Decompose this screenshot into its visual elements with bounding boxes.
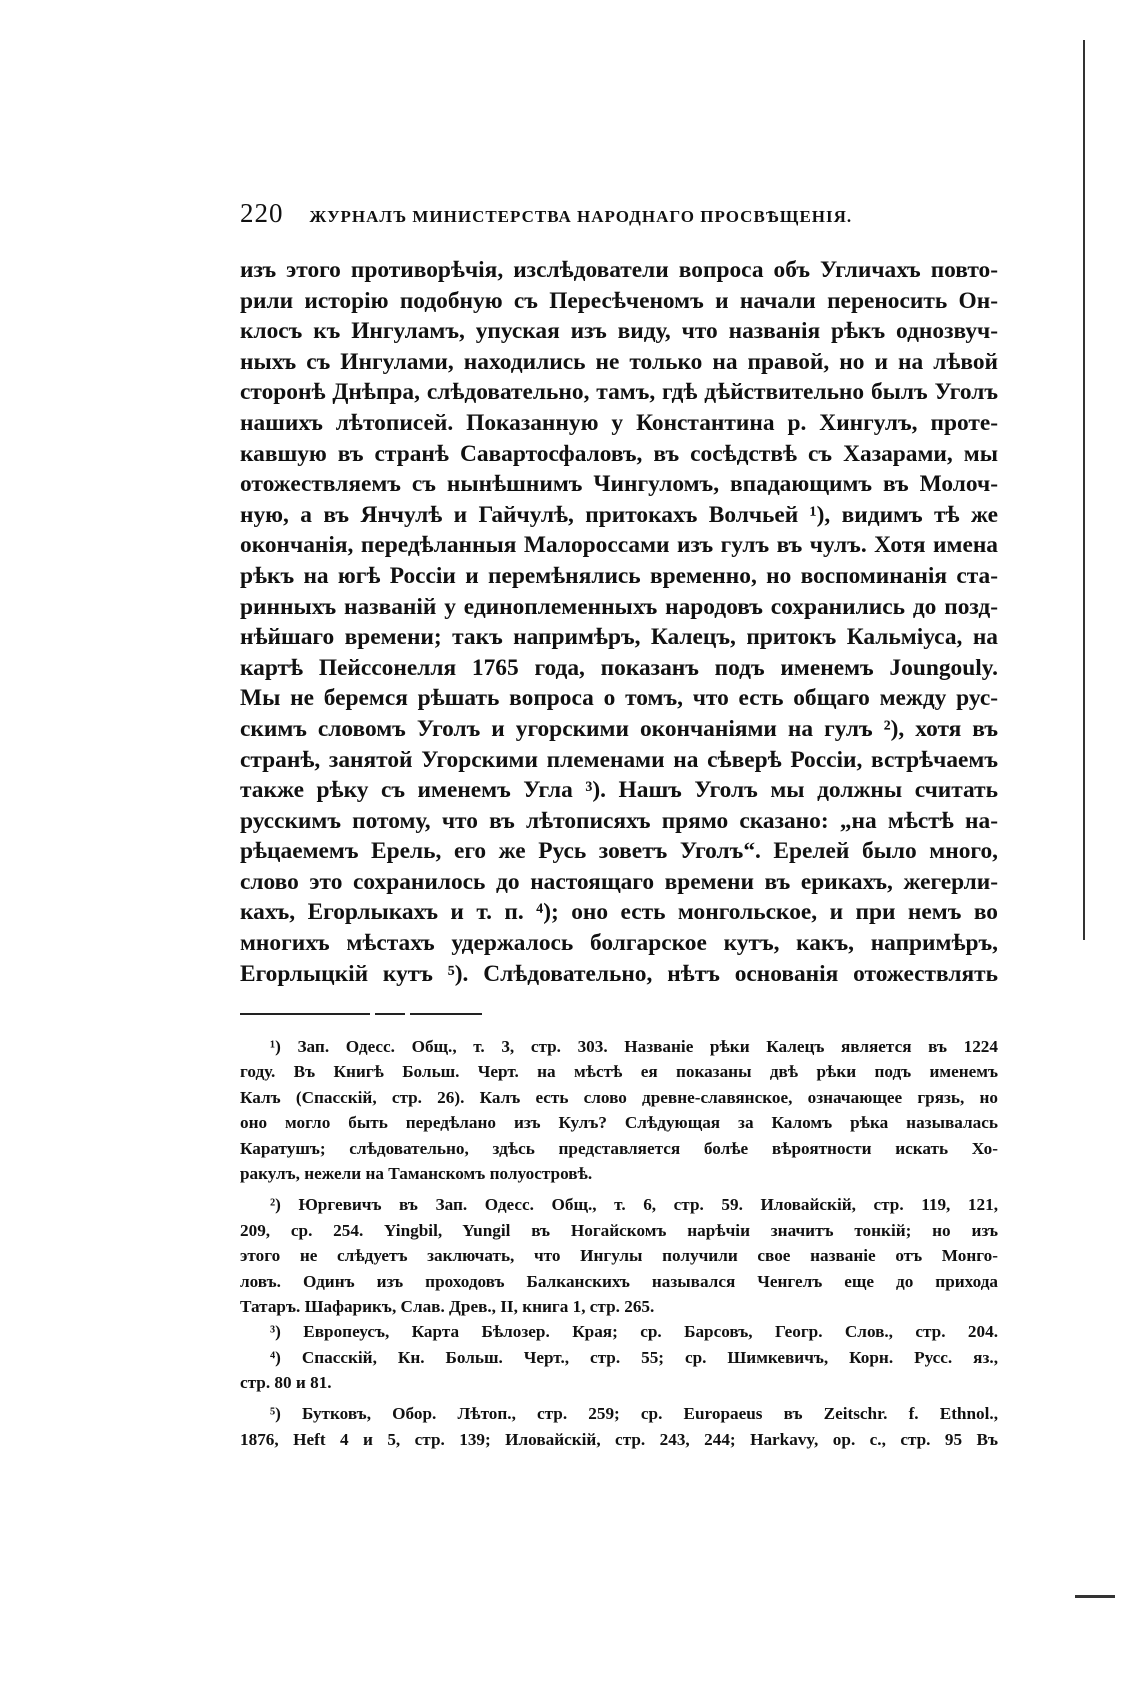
text-line: рили исторію подобную съ Пересѣченомъ и начали переносить Он- (240, 287, 998, 314)
footnote-line: ¹) Зап. Одесс. Общ., т. 3, стр. 303. Названіе рѣки Калецъ является въ 1224 (270, 1037, 998, 1056)
running-title: ЖУРНАЛЪ МИНИСТЕРСТВА НАРОДНАГО ПРОСВѢЩЕНІЯ. (309, 207, 853, 226)
text-line: ную, а въ Янчулѣ и Гайчулѣ, притокахъ Волчьей ¹), видимъ тѣ же (240, 501, 998, 528)
text-line: отожествляемъ съ нынѣшнимъ Чингуломъ, впадающимъ въ Молоч- (240, 471, 998, 498)
text-line: русскимъ потому, что въ лѣтописяхъ прямо сказано: „на мѣстѣ на- (240, 807, 998, 834)
text-line: сторонѣ Днѣпра, слѣдовательно, тамъ, гдѣ дѣйствительно былъ Уголъ (240, 379, 998, 406)
footnote-line: Татаръ. Шафарикъ, Слав. Древ., II, книга 1, стр. 265. (240, 1296, 655, 1316)
footnote-3 (240, 1319, 998, 1344)
text-line: многихъ мѣстахъ удержалось болгарское кутъ, какъ, напримѣръ, (240, 930, 998, 957)
footnote-line: ⁴) Спасскій, Кн. Больш. Черт., стр. 55; ср. Шимкевичъ, Корн. Русс. яз., (270, 1347, 998, 1367)
text-line: кавшую въ странѣ Савартосфаловъ, въ сосѣдствѣ съ Хазарами, мы (240, 440, 998, 467)
text-line: слово это сохранилось до настоящаго времени въ ерикахъ, жегерли- (240, 868, 998, 895)
text-line: клосъ къ Ингуламъ, упуская изъ виду, что названія рѣкъ однозвуч- (240, 318, 998, 345)
page-header (240, 198, 1000, 229)
text-line: картѣ Пейссонелля 1765 года, показанъ подъ именемъ Joungouly. (240, 654, 998, 681)
text-line: изъ этого противорѣчія, изслѣдователи вопроса объ Угличахъ повто- (240, 257, 998, 283)
footnote-line: Каратушъ; слѣдовательно, здѣсь представляется болѣе вѣроятности искать Хо- (240, 1138, 998, 1158)
footnotes (240, 1034, 998, 1452)
footnote-line: 1876, Heft 4 и 5, стр. 139; Иловайскій, стр. 243, 244; Harkavy, op. c., стр. 95 Въ (240, 1429, 998, 1449)
footnote-5 (240, 1401, 998, 1452)
text-line: рѣцаемемъ Ерель, его же Русь зоветъ Уголъ“. Ерелей было много, (240, 838, 998, 865)
text-line: рѣкъ на югѣ Россіи и перемѣнялись временно, но воспоминанія ста- (240, 562, 998, 589)
text-line: кахъ, Егорлыкахъ и т. п. ⁴); оно есть монгольское, и при немъ во (240, 899, 998, 926)
footnote-line: ловъ. Одинъ изъ проходовъ Балканскихъ назывался Ченгелъ еще до прихода (240, 1271, 998, 1291)
footnote-line: оно могло быть передѣлано изъ Кулъ? Слѣдующая за Каломъ рѣка называлась (240, 1113, 998, 1133)
footnote-2 (240, 1192, 998, 1319)
scan-corner-mark (1075, 1595, 1115, 1598)
footnote-4 (240, 1345, 998, 1396)
text-line: Мы не беремся рѣшать вопроса о томъ, что есть общаго между рус- (240, 685, 998, 712)
text-line: ныхъ съ Ингулами, находились не только на правой, но и на лѣвой (240, 348, 998, 375)
footnote-line: 209, ср. 254. Yingbil, Yungil въ Ногайскомъ нарѣчіи значитъ тонкій; но изъ (240, 1220, 998, 1240)
footnote-separator (410, 1013, 482, 1015)
text-line: нѣйшаго времени; такъ напримѣръ, Калецъ, притокъ Кальміуса, на (240, 624, 998, 651)
text-line: скимъ словомъ Уголъ и угорскими окончаніями на гулъ ²), хотя въ (240, 715, 998, 742)
text-line: Егорлыцкій кутъ ⁵). Слѣдовательно, нѣтъ основанія отожествлять (240, 960, 998, 987)
footnote-line: ³) Европеусъ, Карта Бѣлозер. Края; ср. Барсовъ, Геогр. Слов., стр. 204. (270, 1322, 998, 1342)
scan-edge-line (1083, 40, 1085, 940)
text-line: также рѣку съ именемъ Угла ³). Нашъ Уголъ мы должны считать (240, 777, 998, 804)
main-text (240, 255, 998, 989)
footnote-1 (240, 1034, 998, 1186)
footnote-line: Калъ (Спасскій, стр. 26). Калъ есть слово древне-славянское, означающее грязь, но (240, 1087, 998, 1107)
footnote-line: ⁵) Бутковъ, Обор. Лѣтоп., стр. 259; ср. Europaeus въ Zeitschr. f. Ethnol., (270, 1404, 998, 1424)
text-line: странѣ, занятой Угорскими племенами на сѣверѣ Россіи, встрѣчаемъ (240, 746, 998, 773)
text-line: ринныхъ названій у единоплеменныхъ народовъ сохранились до позд- (240, 593, 998, 620)
footnote-line: стр. 80 и 81. (240, 1373, 332, 1393)
footnote-separator (240, 1013, 370, 1015)
footnote-line: году. Въ Книгѣ Больш. Черт. на мѣстѣ ея показаны двѣ рѣки подъ именемъ (240, 1062, 998, 1082)
text-line: нашихъ лѣтописей. Показанную у Константина р. Хингулъ, проте- (240, 409, 998, 436)
footnote-line: этого не слѣдуетъ заключать, что Ингулы получили свое названіе отъ Монго- (240, 1246, 998, 1266)
footnote-line: ракулъ, нежели на Таманскомъ полуостровѣ. (240, 1163, 593, 1183)
page-number: 220 (240, 198, 284, 228)
footnote-line: ²) Юргевичъ въ Зап. Одесс. Общ., т. 6, стр. 59. Иловайскій, стр. 119, 121, (270, 1195, 998, 1215)
footnote-separator (375, 1013, 405, 1015)
text-line: окончанія, передѣланныя Малороссами изъ гулъ въ чулъ. Хотя имена (240, 532, 998, 559)
